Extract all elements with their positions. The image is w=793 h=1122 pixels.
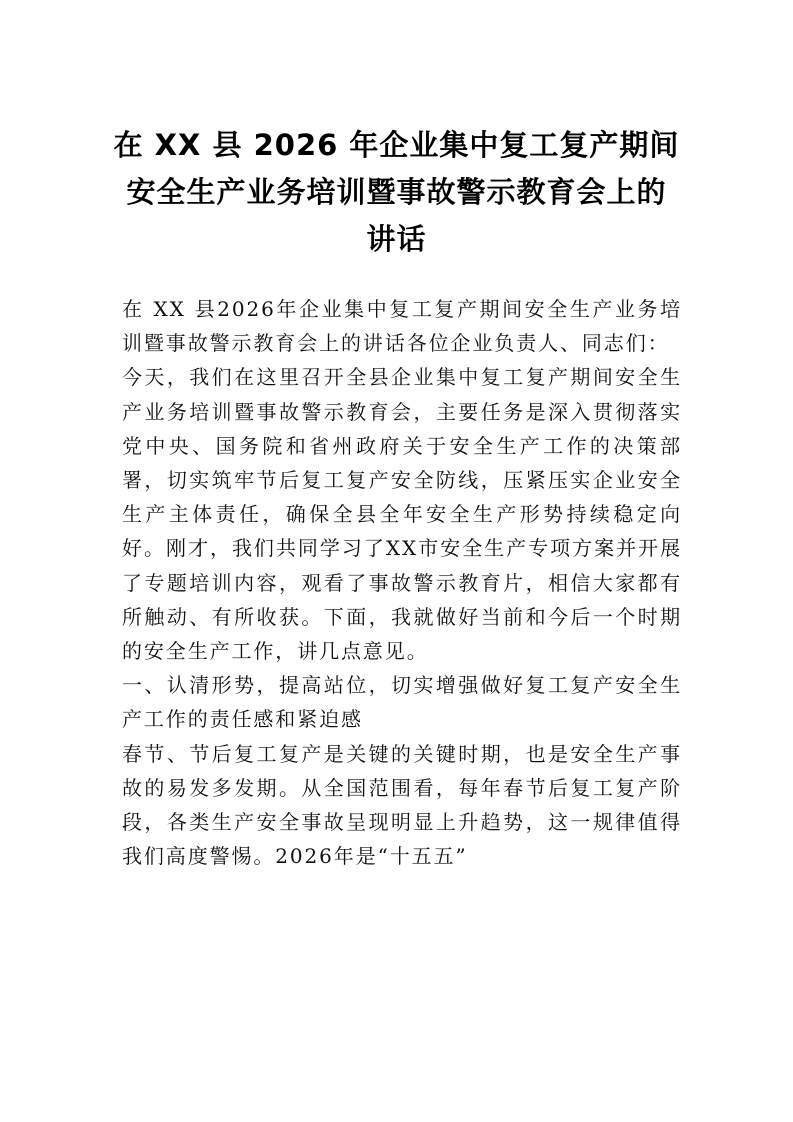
document-title: [100, 122, 693, 263]
title-line-3: 讲话: [366, 222, 427, 256]
document-body: [122, 292, 682, 873]
section-heading: 一、认清形势，提高站位，切实增强做好复工复产安全生产工作的责任感和紧迫感: [122, 673, 682, 732]
body-paragraph: 今天，我们在这里召开全县企业集中复工复产期间安全生产业务培训暨事故警示教育会，主要任务是深入贯彻落实党中央、国务院和省州政府关于安全生产工作的决策部署，切实筑牢节后复工复产安全防线，压紧压实企业安全生产主体责任，确保全县全年安全生产形势持续稳定向好。刚才，我们共同学习了XX市安全生产专项方案并开展了专题培训内容，观看了事故警示教育片，相信大家都有所触动、有所收获。下面，我就做好当前和今后一个时期的安全生产工作，讲几点意见。: [122, 365, 682, 664]
title-line-1: 在 XX 县 2026 年企业集中复工复产期间: [113, 128, 680, 162]
title-line-2: 安全生产业务培训暨事故警示教育会上的: [126, 175, 667, 209]
body-paragraph: 春节、节后复工复产是关键的关键时期，也是安全生产事故的易发多发期。从全国范围看，每年春节后复工复产阶段，各类生产安全事故呈现明显上升趋势，这一规律值得我们高度警惕。2026年是“十五五”: [122, 741, 682, 869]
body-paragraph: 在 XX 县2026年企业集中复工复产期间安全生产业务培训暨事故警示教育会上的讲话各位企业负责人、同志们：: [122, 297, 682, 356]
